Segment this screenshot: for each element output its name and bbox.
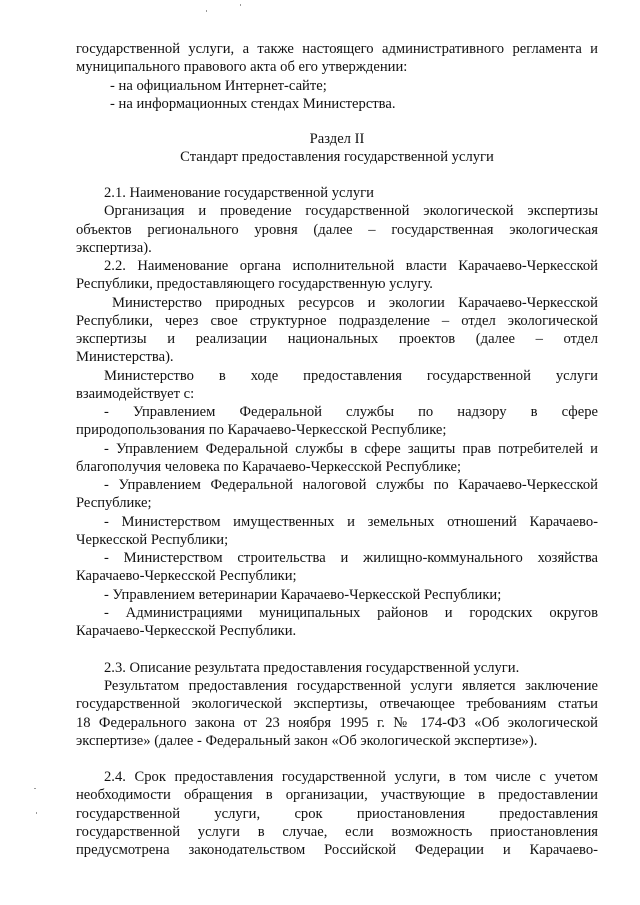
p22-line-6: Министерства). <box>76 349 174 365</box>
p21-line-1: Организация и проведение государственной экологической экспертизы <box>104 203 598 219</box>
p23-line-1: Результатом предоставления государственной услуги является заключение <box>104 678 598 694</box>
intro-line-3: - на официальном Интернет-сайте; <box>110 78 327 94</box>
p24-line-2: необходимости обращения в организации, участвующие в предоставлении <box>76 787 598 803</box>
p22-line-19: - Управлением ветеринарии Карачаево-Черкесской Республики; <box>104 587 502 603</box>
p24-line-5: предусмотрена законодательством Российской Федерации и Карачаево- <box>76 842 598 858</box>
p22-line-7: Министерство в ходе предоставления государственной услуги <box>104 368 598 384</box>
scan-speck <box>206 10 207 12</box>
p24-line-1: 2.4. Срок предоставления государственной услуги, в том числе с учетом <box>104 769 598 785</box>
intro-line-2: муниципального правового акта об его утверждении: <box>76 59 408 75</box>
p21-heading: 2.1. Наименование государственной услуги <box>104 185 374 201</box>
p22-line-3: Министерство природных ресурсов и экологии Карачаево-Черкесской <box>112 295 598 311</box>
p23-heading: 2.3. Описание результата предоставления государственной услуги. <box>104 660 520 676</box>
p22-line-1: 2.2. Наименование органа исполнительной власти Карачаево-Черкесской <box>104 258 598 274</box>
scan-speck <box>34 788 36 789</box>
section-title: Раздел II <box>309 131 365 147</box>
p21-line-2: объектов регионального уровня (далее – государственная экологическая <box>76 222 598 238</box>
scan-speck <box>36 812 37 814</box>
p22-line-15: - Министерством имущественных и земельных отношений Карачаево- <box>104 514 598 530</box>
p22-line-17: - Министерством строительства и жилищно-коммунального хозяйства <box>104 550 598 566</box>
p22-line-14: Республике; <box>76 495 152 511</box>
p22-line-18: Карачаево-Черкесской Республики; <box>76 568 297 584</box>
p24-line-3: государственной услуги, срок приостановления предоставления <box>76 806 598 822</box>
p22-line-16: Черкесской Республики; <box>76 532 229 548</box>
p23-line-2: государственной экологической экспертизы, отвечающее требованиям статьи <box>76 696 598 712</box>
p21-line-3: экспертиза). <box>76 240 152 256</box>
p22-line-13: - Управлением Федеральной налоговой службы по Карачаево-Черкесской <box>104 477 598 493</box>
p22-line-10: природопользования по Карачаево-Черкесской Республике; <box>76 422 447 438</box>
p22-line-8: взаимодействует с: <box>76 386 195 402</box>
intro-line-1: государственной услуги, а также настоящего административного регламента и <box>76 41 598 57</box>
scan-speck <box>240 4 241 6</box>
p22-line-11: - Управлением Федеральной службы в сфере защиты прав потребителей и <box>104 441 598 457</box>
p22-line-12: благополучия человека по Карачаево-Черкесской Республике; <box>76 459 462 475</box>
section-subtitle: Стандарт предоставления государственной услуги <box>180 149 494 165</box>
p22-line-4: Республики, через свое структурное подразделение – отдел экологической <box>76 313 598 329</box>
p23-line-3: 18 Федерального закона от 23 ноября 1995 г. № 174-ФЗ «Об экологической <box>76 715 598 731</box>
p24-line-4: государственной услуги в случае, если возможность приостановления <box>76 824 598 840</box>
intro-line-4: - на информационных стендах Министерства. <box>110 96 396 112</box>
p23-line-4: экспертизе» (далее - Федеральный закон «Об экологической экспертизе»). <box>76 733 538 749</box>
p22-line-2: Республики, предоставляющего государственную услугу. <box>76 276 433 292</box>
p22-line-9: - Управлением Федеральной службы по надзору в сфере <box>104 404 598 420</box>
p22-line-20: - Администрациями муниципальных районов и городских округов <box>104 605 598 621</box>
p22-line-5: экспертизы и реализации национальных проектов (далее – отдел <box>76 331 598 347</box>
p22-line-21: Карачаево-Черкесской Республики. <box>76 623 297 639</box>
